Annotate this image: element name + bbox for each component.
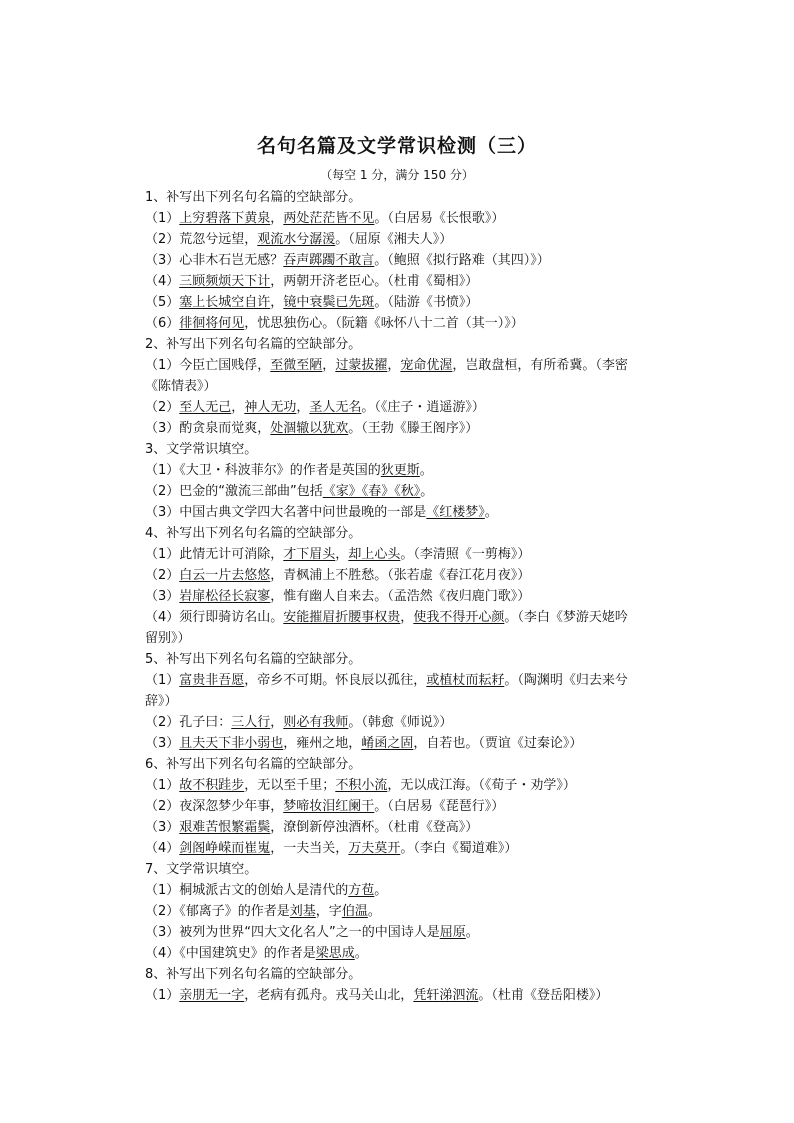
answer: 三人行 bbox=[231, 715, 271, 730]
section-3-item-3: （3）中国古典文学四大名著中问世最晚的一部是《红楼梦》。 bbox=[145, 505, 498, 520]
answer: 则必有我师 bbox=[283, 715, 349, 730]
section-2-item-1: （1）今臣亡国贱俘，至微至陋，过蒙拔擢，宠命优渥，岂敢盘桓，有所希冀。（李密 bbox=[145, 358, 628, 373]
answer: 却上心头 bbox=[348, 547, 401, 562]
section-7-item-1: （1）桐城派古文的创始人是清代的方苞。 bbox=[145, 883, 388, 898]
answer: 过蒙拔擢 bbox=[335, 358, 388, 373]
answer: 伯温 bbox=[341, 904, 368, 919]
section-4-item-4-cont: 留别》） bbox=[145, 631, 191, 646]
answer: 至微至陋 bbox=[270, 358, 323, 373]
section-2-item-2: （2）至人无己，神人无功，圣人无名。（《庄子・逍遥游》） bbox=[145, 400, 485, 415]
answer: 两处茫茫皆不见 bbox=[283, 211, 375, 226]
answer: 屈原 bbox=[439, 925, 466, 940]
answer: 《家》 bbox=[322, 484, 362, 499]
section-4-item-2: （2）白云一片去悠悠，青枫浦上不胜愁。（张若虚《春江花月夜》） bbox=[145, 568, 531, 583]
section-6-item-1: （1）故不积跬步，无以至千里；不积小流，无以成江海。（《荀子・劝学》） bbox=[145, 778, 576, 793]
answer: 岩扉松径长寂寥 bbox=[179, 589, 271, 604]
section-4-item-4: （4）须行即骑访名山。安能摧眉折腰事权贵，使我不得开心颜。（李白《梦游天姥吟 bbox=[145, 610, 628, 625]
answer: 方苞 bbox=[348, 883, 375, 898]
answer: 且夫天下非小弱也 bbox=[179, 736, 284, 751]
answer: 徘徊将何见 bbox=[179, 316, 245, 331]
answer: 梁思成 bbox=[315, 946, 355, 961]
section-1-heading: 1、补写出下列名句名篇的空缺部分。 bbox=[145, 190, 362, 205]
answer: 安能摧眉折腰事权贵 bbox=[283, 610, 401, 625]
section-5-item-1-cont: 辞》） bbox=[145, 694, 178, 709]
answer: 三顾频烦天下计 bbox=[179, 274, 271, 289]
section-4-heading: 4、补写出下列名句名篇的空缺部分。 bbox=[145, 526, 362, 541]
answer: 吞声踯躅不敢言 bbox=[283, 253, 375, 268]
answer: 上穷碧落下黄泉 bbox=[179, 211, 271, 226]
answer: 刘基 bbox=[289, 904, 316, 919]
section-3-heading: 3、文学常识填空。 bbox=[145, 442, 258, 457]
section-6-item-4: （4）剑阁峥嵘而崔嵬，一夫当关，万夫莫开。（李白《蜀道难》） bbox=[145, 841, 518, 856]
answer: 才下眉头 bbox=[283, 547, 336, 562]
section-2-item-1-cont: 《陈情表》） bbox=[145, 379, 217, 394]
answer: 不积小流 bbox=[335, 778, 388, 793]
answer: 富贵非吾愿 bbox=[179, 673, 245, 688]
answer: 处涸辙以犹欢 bbox=[270, 421, 349, 436]
answer: 梦啼妆泪红阑干 bbox=[283, 799, 375, 814]
section-7-item-2: （2）《郁离子》的作者是刘基，字伯温。 bbox=[145, 904, 381, 919]
section-4-item-3: （3）岩扉松径长寂寥，惟有幽人自来去。（孟浩然《夜归鹿门歌》） bbox=[145, 589, 531, 604]
answer: 《秋》 bbox=[394, 484, 421, 499]
answer: 镜中衰鬓已先斑 bbox=[283, 295, 375, 310]
section-3-item-1: （1）《大卫・科波菲尔》的作者是英国的狄更斯。 bbox=[145, 463, 433, 478]
answer: 或植杖而耘耔 bbox=[426, 673, 505, 688]
answer: 狄更斯 bbox=[380, 463, 420, 478]
answer: 故不积跬步 bbox=[179, 778, 245, 793]
answer: 万夫莫开 bbox=[348, 841, 401, 856]
section-3-item-2: （2）巴金的“激流三部曲”包括《家》《春》《秋》。 bbox=[145, 484, 434, 499]
answer: 《春》 bbox=[361, 484, 395, 499]
answer: 《红楼梦》 bbox=[426, 505, 485, 520]
section-1-item-3: （3）心非木石岂无感？吞声踯躅不敢言。（鲍照《拟行路难（其四）》） bbox=[145, 253, 550, 268]
section-6-item-2: （2）夜深忽梦少年事，梦啼妆泪红阑干。（白居易《琵琶行》） bbox=[145, 799, 505, 814]
section-1-item-1: （1）上穷碧落下黄泉，两处茫茫皆不见。（白居易《长恨歌》） bbox=[145, 211, 505, 226]
section-4-item-1: （1）此情无计可消除，才下眉头，却上心头。（李清照《一剪梅》） bbox=[145, 547, 531, 562]
answer: 观流水兮潺湲 bbox=[257, 232, 336, 247]
answer: 至人无己 bbox=[179, 400, 232, 415]
section-1-item-5: （5）塞上长城空自许，镜中衰鬓已先斑。（陆游《书愤》） bbox=[145, 295, 479, 310]
section-5-item-3: （3）且夫天下非小弱也，雍州之地，崤函之固，自若也。（贾谊《过秦论》） bbox=[145, 736, 583, 751]
answer: 艰难苦恨繁霜鬓 bbox=[179, 820, 271, 835]
answer: 使我不得开心颜 bbox=[413, 610, 505, 625]
section-1-item-2: （2）荒忽兮远望，观流水兮潺湲。（屈原《湘夫人》） bbox=[145, 232, 453, 247]
section-1-item-4: （4）三顾频烦天下计，两朝开济老臣心。（杜甫《蜀相》） bbox=[145, 274, 479, 289]
answer: 亲朋无一字 bbox=[179, 988, 245, 1003]
section-2-heading: 2、补写出下列名句名篇的空缺部分。 bbox=[145, 337, 362, 352]
answer: 神人无功 bbox=[244, 400, 297, 415]
page-subtitle: （每空 1 分，满分 150 分） bbox=[320, 168, 474, 182]
section-8-item-1: （1）亲朋无一字，老病有孤舟。戎马关山北，凭轩涕泗流。（杜甫《登岳阳楼》） bbox=[145, 988, 609, 1003]
answer: 剑阁峥嵘而崔嵬 bbox=[179, 841, 271, 856]
section-6-heading: 6、补写出下列名句名篇的空缺部分。 bbox=[145, 757, 362, 772]
section-7-item-3: （3）被列为世界“四大文化名人”之一的中国诗人是屈原。 bbox=[145, 925, 479, 940]
section-6-item-3: （3）艰难苦恨繁霜鬓，潦倒新停浊酒杯。（杜甫《登高》） bbox=[145, 820, 479, 835]
answer: 圣人无名 bbox=[309, 400, 362, 415]
section-5-item-1: （1）富贵非吾愿，帝乡不可期。怀良辰以孤往，或植杖而耘耔。（陶渊明《归去来兮 bbox=[145, 673, 628, 688]
section-1-item-6: （6）徘徊将何见，忧思独伤心。（阮籍《咏怀八十二首（其一）》） bbox=[145, 316, 524, 331]
section-2-item-3: （3）酌贪泉而觉爽，处涸辙以犹欢。（王勃《滕王阁序》） bbox=[145, 421, 479, 436]
section-5-heading: 5、补写出下列名句名篇的空缺部分。 bbox=[145, 652, 362, 667]
answer: 宠命优渥 bbox=[400, 358, 453, 373]
document-body bbox=[145, 187, 665, 1006]
section-7-heading: 7、文学常识填空。 bbox=[145, 862, 258, 877]
answer: 崤函之固 bbox=[361, 736, 414, 751]
section-7-item-4: （4）《中国建筑史》的作者是梁思成。 bbox=[145, 946, 368, 961]
answer: 凭轩涕泗流 bbox=[413, 988, 479, 1003]
answer: 塞上长城空自许 bbox=[179, 295, 271, 310]
page-title: 名句名篇及文学常识检测（三） bbox=[256, 135, 537, 157]
section-5-item-2: （2）孔子曰：三人行，则必有我师。（韩愈《师说》） bbox=[145, 715, 453, 730]
answer: 白云一片去悠悠 bbox=[179, 568, 271, 583]
section-8-heading: 8、补写出下列名句名篇的空缺部分。 bbox=[145, 967, 362, 982]
